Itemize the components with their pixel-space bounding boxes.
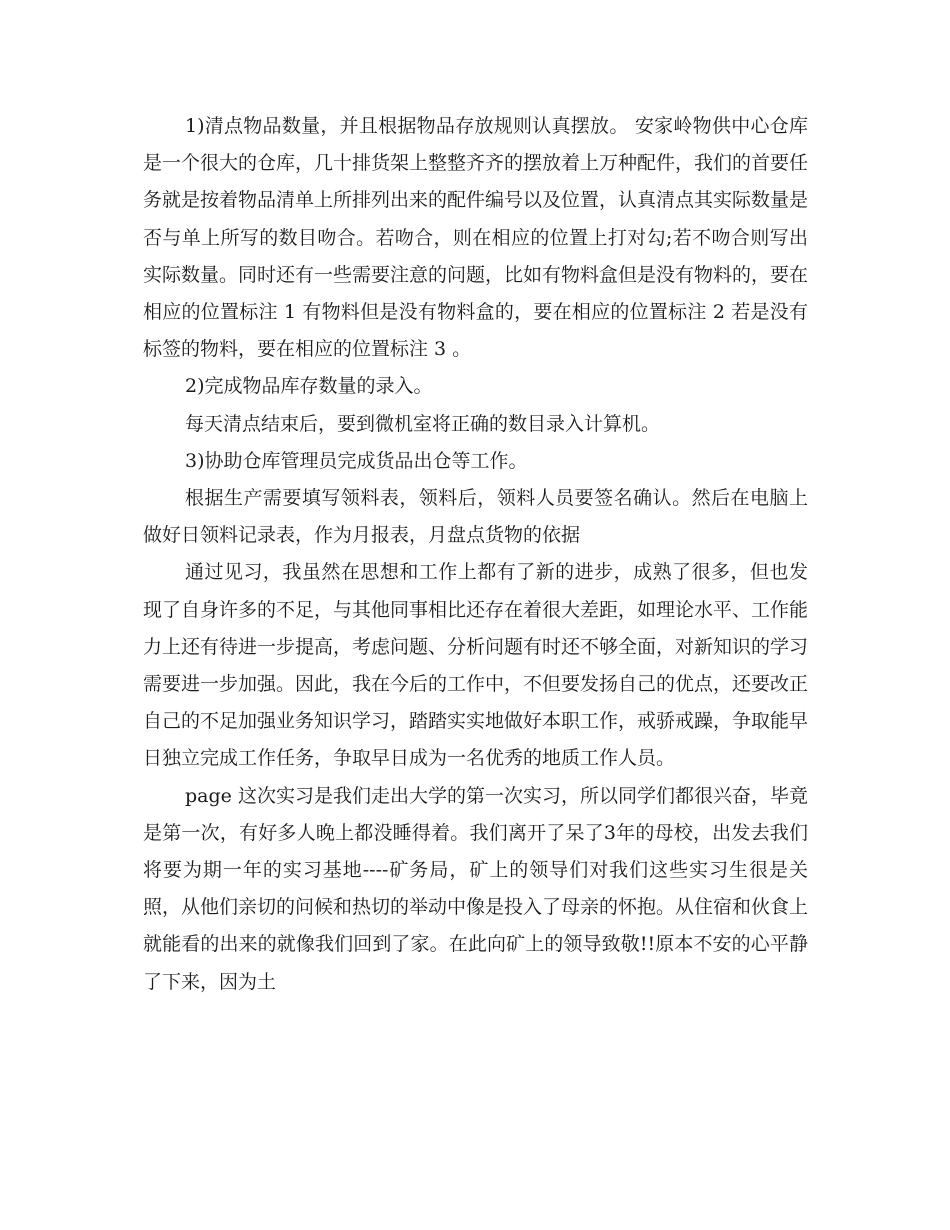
document-body bbox=[143, 108, 808, 1001]
paragraph-requisition: 根据生产需要填写领料表，领料后，领料人员要签名确认。然后在电脑上做好日领料记录表，作为月报表，月盘点货物的依据 bbox=[143, 487, 808, 547]
paragraph-outbound-heading: 3)协助仓库管理员完成货品出仓等工作。 bbox=[185, 449, 528, 472]
paragraph-stock-entry-heading: 2)完成物品库存数量的录入。 bbox=[185, 375, 433, 398]
paragraph-inventory-count: 1)清点物品数量，并且根据物品存放规则认真摆放。 安家岭物供中心仓库是一个很大的仓库，几十排货架上整整齐齐的摆放着上万种配件，我们的首要任务就是按着物品清单上所排列出来的配件编号以及位置，认真清点其实际数量是否与单上所写的数目吻合。若吻合，则在相应的位置上打对勾;若不吻合则写出实际数量。同时还有一些需要注意的问题，比如有物料盒但是没有物料的，要在相应的位置标注 1 有物料但是没有物料盒的，要在相应的位置标注 2 若是没有标签的物料，要在相应的位置标注 3 。 bbox=[143, 115, 809, 361]
paragraph-internship: page 这次实习是我们走出大学的第一次实习，所以同学们都很兴奋，毕竟是第一次，有好多人晚上都没睡得着。我们离开了呆了3年的母校，出发去我们将要为期一年的实习基地----矿务局，矿上的领导们对我们这些实习生很是关照，从他们亲切的问候和热切的举动中像是投入了母亲的怀抱。从住宿和伙食上就能看的出来的就像我们回到了家。在此向矿上的领导致敬!!原本不安的心平静了下来，因为土 bbox=[143, 784, 809, 993]
paragraph-stock-entry: 每天清点结束后，要到微机室将正确的数目录入计算机。 bbox=[185, 412, 661, 435]
paragraph-reflection: 通过见习，我虽然在思想和工作上都有了新的进步，成熟了很多，但也发现了自身许多的不足，与其他同事相比还存在着很大差距，如理论水平、工作能力上还有待进一步提高，考虑问题、分析问题有时还不够全面，对新知识的学习需要进一步加强。因此，我在今后的工作中，不但要发扬自己的优点，还要改正自己的不足加强业务知识学习，踏踏实实地做好本职工作，戒骄戒躁，争取能早日独立完成工作任务，争取早日成为一名优秀的地质工作人员。 bbox=[143, 561, 809, 770]
